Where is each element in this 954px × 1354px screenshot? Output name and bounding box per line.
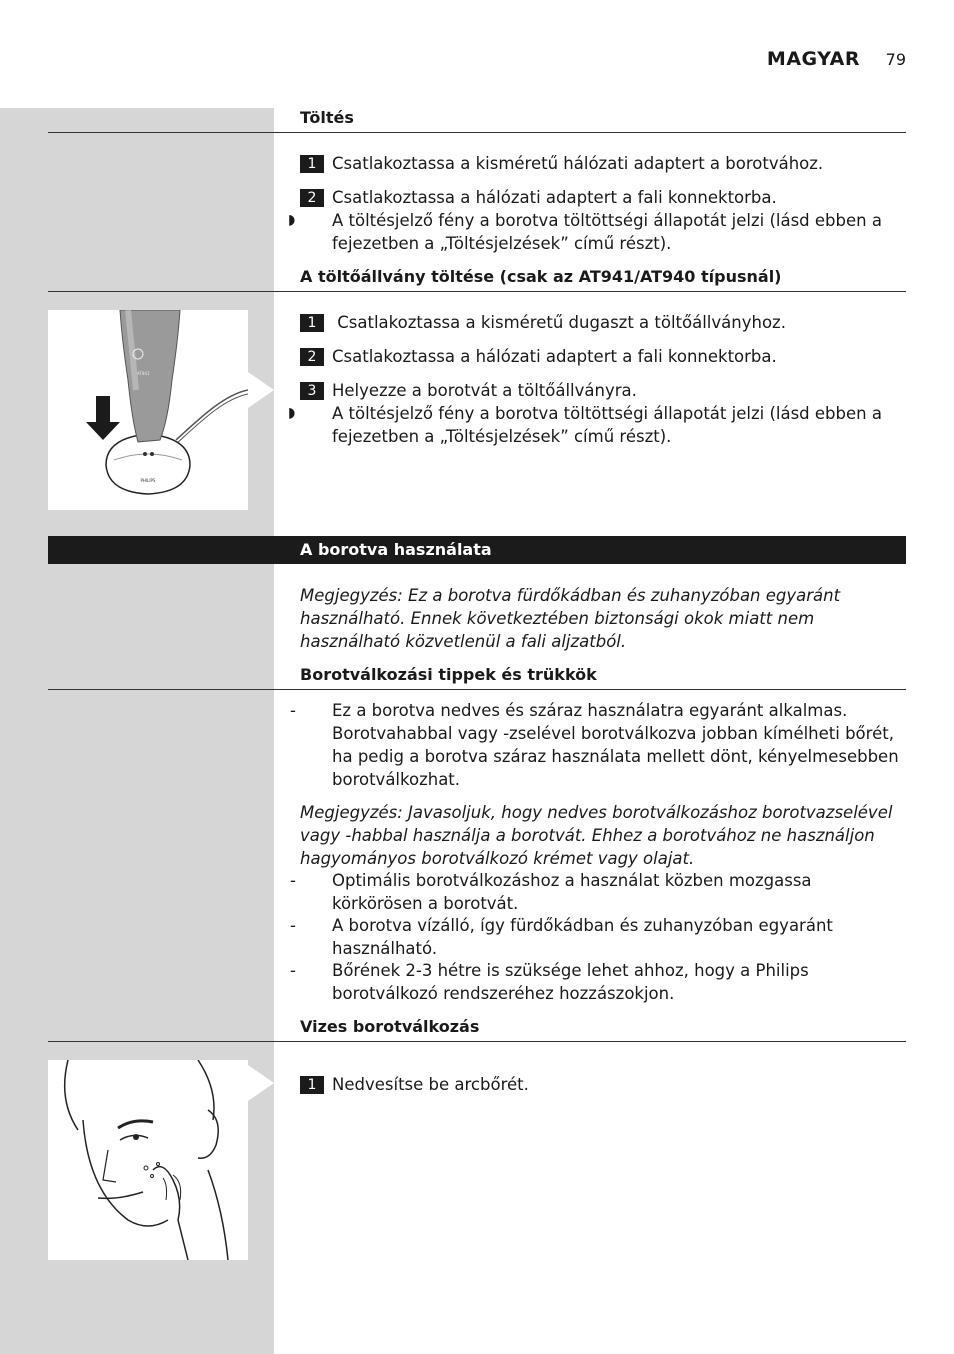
- dash-marker: -: [290, 961, 296, 980]
- list-item-text: A borotva vízálló, így fürdőkádban és zuhanyzóban egyaránt használható.: [332, 916, 833, 958]
- dash-marker: -: [290, 701, 296, 720]
- face-wetting-illustration: [48, 1060, 248, 1260]
- section-title-wet-shaving: Vizes borotválkozás: [300, 1017, 480, 1036]
- charging-stand-illustration: [48, 310, 248, 510]
- section-rule: [48, 1041, 906, 1042]
- list-item-text: Ez a borotva nedves és száraz használatra egyaránt alkalmas. Borotvahabbal vagy -zselével borotválkozva jobban kímélheti bőrét, ha pedig a borotva száraz használata mellett dönt, kényelmesebben borotválkozhat.: [332, 701, 899, 789]
- step-number: 1: [300, 155, 324, 173]
- result-text: A töltésjelző fény a borotva töltöttségi állapotát jelzi (lásd ebben a fejezetben a „Töltésjelzések” című részt).: [332, 211, 882, 253]
- dash-marker: -: [290, 871, 296, 890]
- dash-marker: -: [290, 916, 296, 935]
- language-label: MAGYAR: [766, 48, 860, 70]
- step-item: [300, 311, 786, 334]
- section-rule: [48, 291, 906, 292]
- step-item: [300, 345, 777, 368]
- step-item: [300, 379, 637, 402]
- page-number: 79: [885, 50, 906, 69]
- step-text: Nedvesítse be arcbőrét.: [332, 1075, 529, 1094]
- step-text: Csatlakoztassa a kisméretű dugaszt a töltőállványhoz.: [332, 313, 786, 332]
- callout-pointer: [248, 1065, 274, 1101]
- list-item-text: Optimális borotválkozáshoz a használat közben mozgassa körkörösen a borotvát.: [332, 871, 812, 913]
- section-band: [48, 536, 906, 564]
- model-label: AT941: [137, 371, 150, 376]
- section-title-using: A borotva használata: [300, 540, 492, 559]
- step-number: 1: [300, 314, 324, 332]
- step-number: 3: [300, 382, 324, 400]
- result-arrow-icon: ◗: [288, 212, 296, 228]
- note-paragraph: Megjegyzés: Javasoljuk, hogy nedves borotválkozáshoz borotvazselével vagy -habbal használja a borotvát. Ehhez a borotvához ne használjon hagyományos borotválkozó krémet vagy olajat.: [300, 803, 893, 868]
- section-rule: [48, 689, 906, 690]
- brand-logo-text: PHILIPS: [140, 478, 156, 483]
- step-text: Csatlakoztassa a kisméretű hálózati adaptert a borotvához.: [332, 154, 824, 173]
- step-item: [300, 152, 823, 175]
- step-item: [300, 186, 777, 209]
- list-item-text: Bőrének 2-3 hétre is szüksége lehet ahhoz, hogy a Philips borotválkozó rendszeréhez hozzászokjon.: [332, 961, 809, 1003]
- section-title-charging: Töltés: [300, 108, 354, 127]
- step-number: 2: [300, 348, 324, 366]
- step-text: Csatlakoztassa a hálózati adaptert a fali konnektorba.: [332, 188, 777, 207]
- step-item: [300, 1073, 529, 1096]
- down-arrow-icon: [86, 396, 120, 440]
- step-text: Csatlakoztassa a hálózati adaptert a fali konnektorba.: [332, 347, 777, 366]
- note-paragraph: Megjegyzés: Ez a borotva fürdőkádban és zuhanyzóban egyaránt használható. Ennek következtében biztonsági okok miatt nem használható közvetlenül a fali aljzatból.: [300, 586, 841, 651]
- step-text: Helyezze a borotvát a töltőállványra.: [332, 381, 637, 400]
- result-text: A töltésjelző fény a borotva töltöttségi állapotát jelzi (lásd ebben a fejezetben a „Töltésjelzések” című részt).: [332, 404, 882, 446]
- step-number: 2: [300, 189, 324, 207]
- section-title-stand-charging: A töltőállvány töltése (csak az AT941/AT940 típusnál): [300, 267, 782, 286]
- callout-pointer: [248, 372, 274, 408]
- step-number: 1: [300, 1076, 324, 1094]
- section-title-tips: Borotválkozási tippek és trükkök: [300, 665, 597, 684]
- result-arrow-icon: ◗: [288, 405, 296, 421]
- section-rule: [48, 132, 906, 133]
